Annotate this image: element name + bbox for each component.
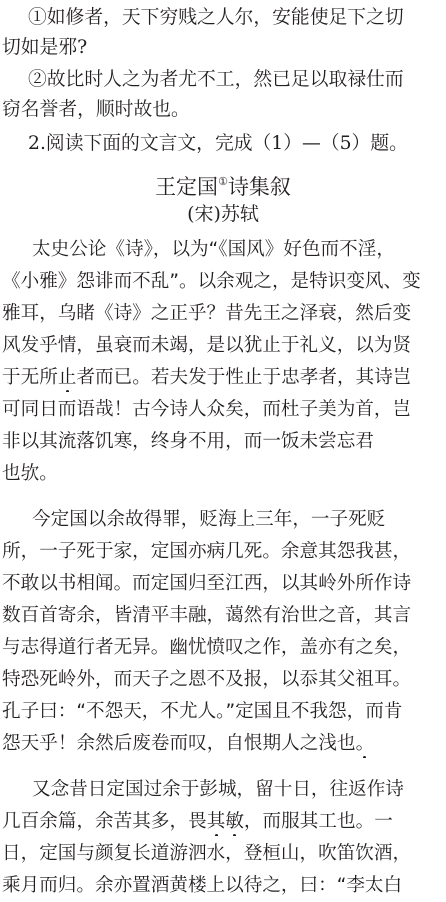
text-line: 可同日而语哉！古今诗人众矣，而杜子美为首，岂 xyxy=(2,399,412,420)
footnote-marker: ① xyxy=(218,175,228,188)
text-line: 非以其流落饥寒，终身不用，而一饭未尝忘君 xyxy=(2,431,374,452)
text-line: (宋)苏轼 xyxy=(187,203,259,225)
text-line: 孔子曰：“不怨天，不尤人。”定国且不我怨，而肯 xyxy=(2,701,403,722)
text-line: 数百首寄余，皆清平丰融，蔼然有治世之音，其言 xyxy=(2,605,412,626)
text-line: 《小雅》怨诽而不乱”。以余观之，是特识变风、变 xyxy=(2,271,421,292)
text-line: 乘月而归。余亦置酒黄楼上以待之，曰：“李太白 xyxy=(2,875,403,896)
emphasis-dot-char: 止 xyxy=(57,367,77,388)
text-line: 太史公论《诗》，以为“《国风》好色而不淫， xyxy=(32,239,395,260)
text-line: 雅耳，乌睹《诗》之正乎？昔先王之泽衰，然后变 xyxy=(2,303,412,324)
text-line: 也欤。 xyxy=(2,463,58,484)
text-line: 几百余篇，余苦其多，畏其敏，而服其工也。一 xyxy=(2,811,393,832)
text-line: 窃名誉者，顺时故也。 xyxy=(2,99,190,120)
text-line: 怨天乎！余然后废卷而叹，自恨期人之浅也。 xyxy=(2,733,375,754)
text-line: 又念昔日定国过余于彭城，留十日，往返作诗 xyxy=(32,779,404,800)
text-line: 日，定国与颜复长道游泗水，登桓山，吹笛饮酒， xyxy=(2,843,412,864)
essay-title: 王定国①诗集叙 xyxy=(155,175,291,199)
emphasis-dot-char: 敏 xyxy=(225,811,244,832)
text-line: 不敢以书相闻。而定国归至江西，以其岭外所作诗 xyxy=(2,573,412,594)
text-line: 2.阅读下面的文言文，完成（1）—（5）题。 xyxy=(28,133,408,154)
text-line: 与志得道行者无异。幽忧愤叹之作，盖亦有之矣， xyxy=(2,637,412,658)
text-line: 风发乎情，虽衰而未竭，是以犹止于礼义，以为贤 xyxy=(2,335,412,356)
text-line: 于无所止者而已。若夫发于性止于忠孝者，其诗岂 xyxy=(2,367,412,388)
text-line: ①如修者，天下穷贱之人尔，安能使足下之切 xyxy=(28,7,404,28)
text-line: 所，一子死于家，定国亦病几死。余意其怨我甚， xyxy=(2,541,412,562)
emphasis-dot-char: 。 xyxy=(355,733,375,754)
text-line: 切如是邪? xyxy=(2,37,88,58)
text-line: ②故比时人之为者尤不工，然已足以取禄仕而 xyxy=(28,69,404,90)
text-line: 特恐死岭外，而天子之恩不及报，以忝其父祖耳。 xyxy=(2,669,412,690)
emphasis-dot-char: 其 xyxy=(206,811,226,832)
text-line: 今定国以余故得罪，贬海上三年，一子死贬 xyxy=(32,509,386,530)
